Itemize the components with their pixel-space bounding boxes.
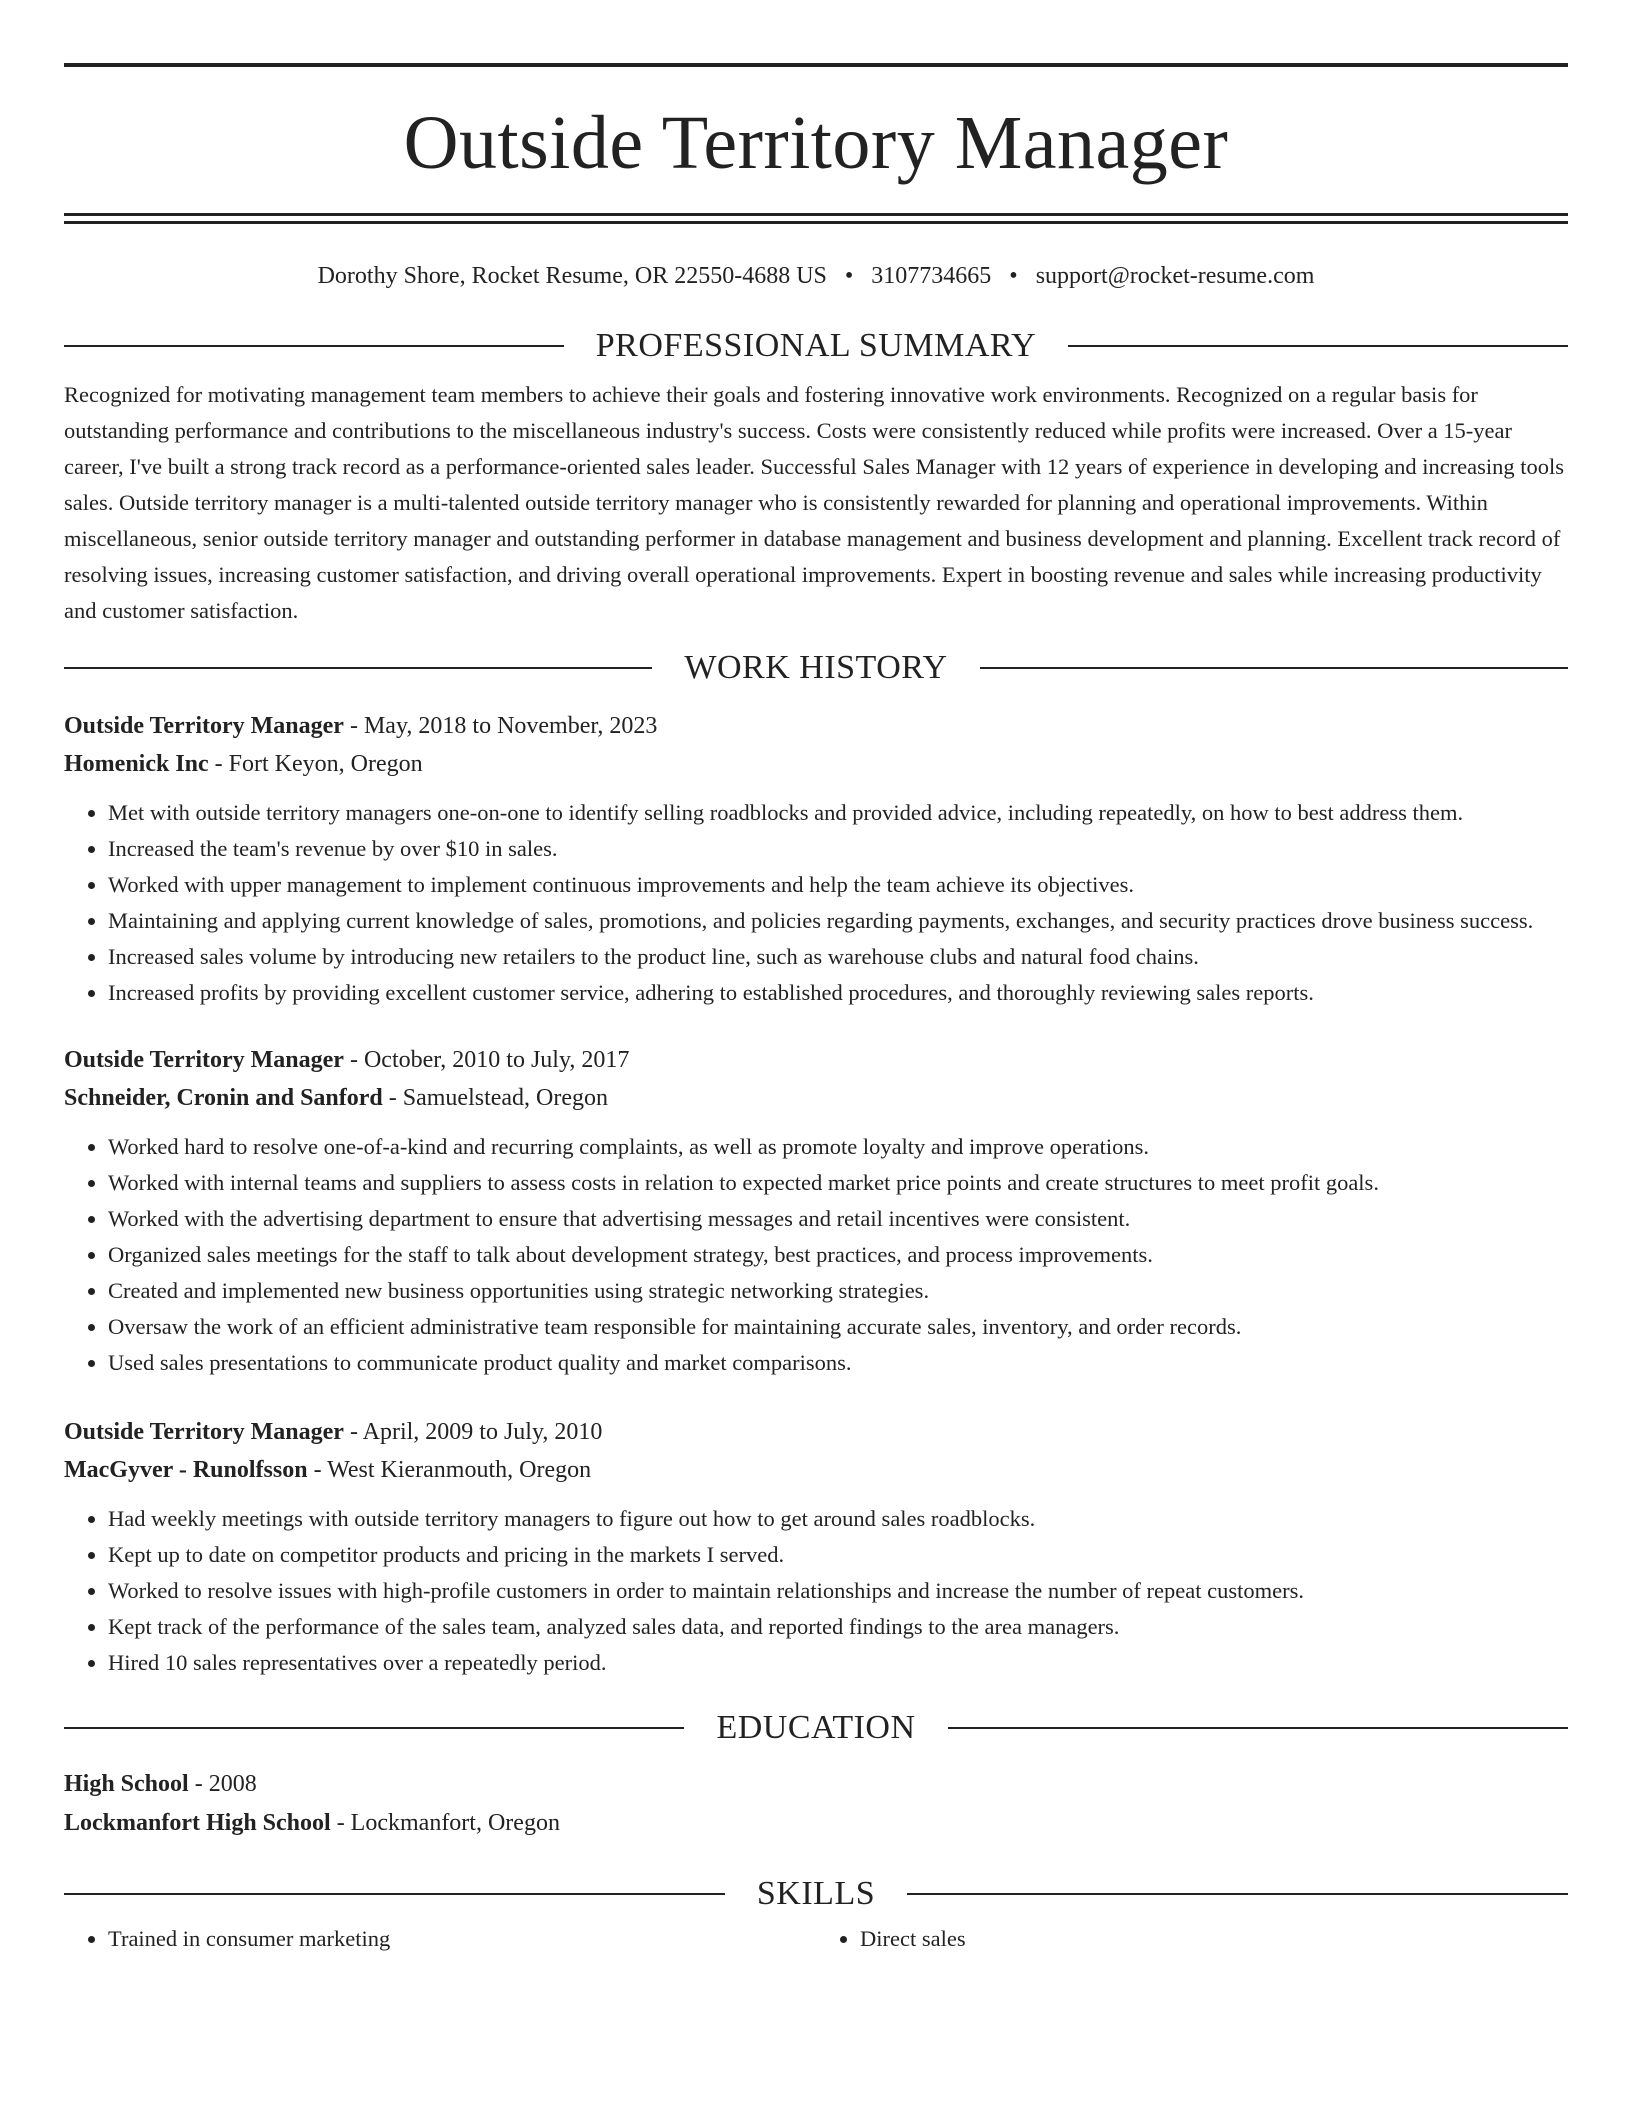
job-bullets: [64, 795, 1568, 1011]
section-heading-skills: [64, 1877, 1568, 1911]
education-location: - Lockmanfort, Oregon: [330, 1810, 560, 1837]
list-item: • Kept track of the performance of the sales team, analyzed sales data, and reported findings to the area managers.: [108, 1609, 1568, 1645]
job-location: - West Kieranmouth, Oregon: [307, 1457, 592, 1484]
education-school-line: [64, 1804, 1568, 1843]
section-heading-work: [64, 651, 1568, 685]
heading-rule: [1068, 345, 1568, 347]
section-title: PROFESSIONAL SUMMARY: [595, 326, 1037, 364]
list-item: • Had weekly meetings with outside territory managers to figure out how to get around sales roadblocks.: [108, 1501, 1568, 1537]
list-item: • Organized sales meetings for the staff to talk about development strategy, best practices, and process improvements.: [108, 1237, 1568, 1273]
summary-paragraph: Recognized for motivating management team members to achieve their goals and fostering innovative work environments. Recognized on a regular basis for outstanding performance and contributions to the miscellaneous industry's success. Costs were consistently reduced while profits were increased. Over a 15-year career, I've built a strong track record as a performance-oriented sales leader. Successful Sales Manager with 12 years of experience in developing and increasing tools sales. Outside territory manager is a multi-talented outside territory manager who is consistently rewarded for planning and operational improvements. Within miscellaneous, senior outside territory manager and outstanding performer in database management and business development and planning. Excellent track record of resolving issues, increasing customer satisfaction, and driving overall operational improvements. Expert in boosting revenue and sales while increasing productivity and customer satisfaction.: [64, 381, 1565, 623]
job-location: - Samuelstead, Oregon: [382, 1085, 609, 1112]
job-entry: [64, 707, 1568, 1011]
job-dates: - April, 2009 to July, 2010: [343, 1419, 603, 1446]
contact-separator: •: [844, 263, 854, 289]
list-item: • Worked with upper management to implement continuous improvements and help the team achieve its objectives.: [108, 867, 1568, 903]
list-item: • Direct sales: [860, 1921, 1568, 1957]
job-title-line: [64, 1413, 1568, 1451]
list-item: • Kept up to date on competitor products and pricing in the markets I served.: [108, 1537, 1568, 1573]
contact-email: support@rocket-resume.com: [1035, 263, 1315, 289]
education-year: - 2008: [188, 1771, 257, 1798]
list-item: • Maintaining and applying current knowledge of sales, promotions, and policies regarding payments, exchanges, and security practices drove business success.: [108, 903, 1568, 939]
job-title-line: [64, 707, 1568, 745]
heading-rule: [64, 1893, 725, 1895]
list-item: • Worked with the advertising department to ensure that advertising messages and retail incentives were consistent.: [108, 1201, 1568, 1237]
heading-rule: [64, 667, 652, 669]
job-entry: [64, 1413, 1568, 1681]
list-item: • Oversaw the work of an efficient administrative team responsible for maintaining accurate sales, inventory, and order records.: [108, 1309, 1568, 1345]
skills-list-left: [64, 1921, 816, 1957]
list-item: • Used sales presentations to communicate product quality and market comparisons.: [108, 1345, 1568, 1381]
heading-rule: [980, 667, 1568, 669]
job-dates: - May, 2018 to November, 2023: [343, 713, 658, 740]
job-title-line: [64, 1041, 1568, 1079]
title-double-rule: [64, 213, 1568, 224]
job-company-line: [64, 1451, 1568, 1489]
education-degree: High School: [64, 1771, 189, 1798]
list-item: • Worked with internal teams and suppliers to assess costs in relation to expected market price points and create structures to meet profit goals.: [108, 1165, 1568, 1201]
contact-line: [64, 262, 1568, 291]
top-rule: [64, 63, 1568, 67]
job-entry: [64, 1041, 1568, 1381]
job-company-line: [64, 745, 1568, 783]
job-title: Outside Territory Manager: [64, 713, 344, 740]
heading-rule: [948, 1727, 1568, 1729]
education-entry: [64, 1765, 1568, 1843]
job-dates: - October, 2010 to July, 2017: [343, 1047, 630, 1074]
job-location: - Fort Keyon, Oregon: [208, 751, 423, 778]
education-degree-line: [64, 1765, 1568, 1804]
job-company: MacGyver - Runolfsson: [64, 1457, 308, 1484]
heading-rule: [907, 1893, 1568, 1895]
list-item: • Increased profits by providing excellent customer service, adhering to established procedures, and thoroughly reviewing sales reports.: [108, 975, 1568, 1011]
section-heading-education: [64, 1711, 1568, 1745]
section-title: EDUCATION: [716, 1709, 916, 1747]
job-title: Outside Territory Manager: [64, 1419, 344, 1446]
heading-rule: [64, 1727, 684, 1729]
list-item: • Worked hard to resolve one-of-a-kind and recurring complaints, as well as promote loyalty and improve operations.: [108, 1129, 1568, 1165]
list-item: • Worked to resolve issues with high-profile customers in order to maintain relationships and increase the number of repeat customers.: [108, 1573, 1568, 1609]
job-company: Schneider, Cronin and Sanford: [64, 1085, 383, 1112]
skills-list-right: [816, 1921, 1568, 1957]
job-title: Outside Territory Manager: [64, 1047, 344, 1074]
heading-rule: [64, 345, 564, 347]
contact-separator: •: [1009, 263, 1018, 289]
list-item: • Created and implemented new business opportunities using strategic networking strategies.: [108, 1273, 1568, 1309]
education-school: Lockmanfort High School: [64, 1810, 331, 1837]
list-item: • Increased sales volume by introducing new retailers to the product line, such as warehouse clubs and natural food chains.: [108, 939, 1568, 975]
page-title: Outside Territory Manager: [403, 101, 1229, 185]
job-company: Homenick Inc: [64, 751, 209, 778]
list-item: • Trained in consumer marketing: [108, 1921, 816, 1957]
list-item: • Met with outside territory managers one-on-one to identify selling roadblocks and provided advice, including repeatedly, on how to best address them.: [108, 795, 1568, 831]
skills-grid: [64, 1921, 1568, 1957]
job-bullets: [64, 1501, 1568, 1681]
job-company-line: [64, 1079, 1568, 1117]
list-item: • Hired 10 sales representatives over a repeatedly period.: [108, 1645, 1568, 1681]
contact-address: Dorothy Shore, Rocket Resume, OR 22550-4688 US: [317, 263, 827, 289]
contact-phone: 3107734665: [871, 263, 992, 289]
section-title: SKILLS: [756, 1875, 876, 1913]
list-item: • Increased the team's revenue by over $10 in sales.: [108, 831, 1568, 867]
job-bullets: [64, 1129, 1568, 1381]
section-title: WORK HISTORY: [684, 649, 948, 687]
section-heading-summary: [64, 326, 1568, 364]
